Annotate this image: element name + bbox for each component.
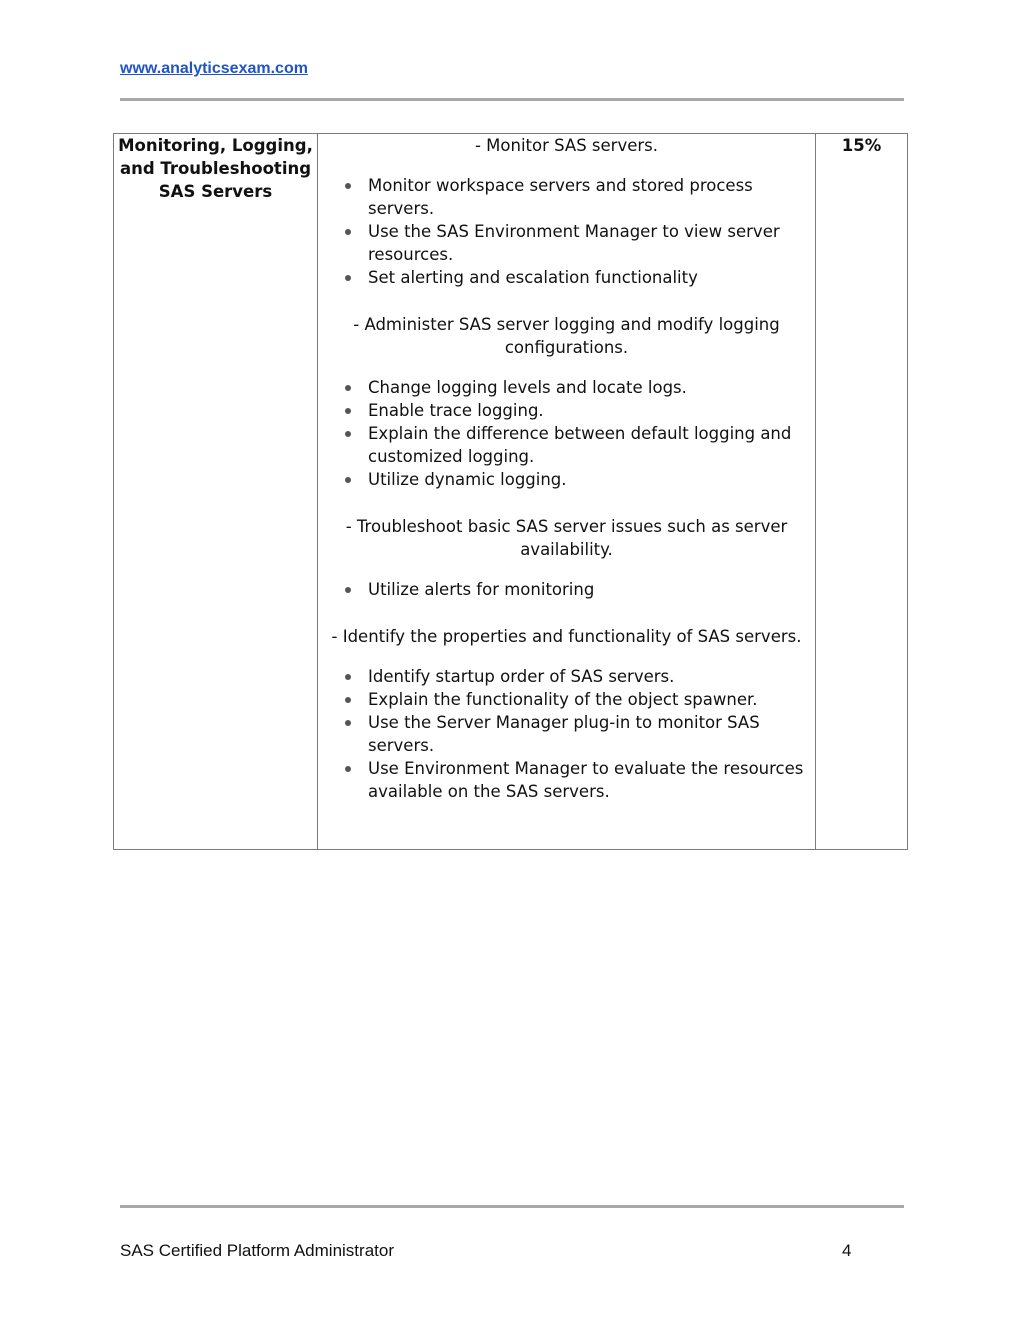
objective-list: [318, 174, 815, 289]
objectives-cell: [318, 134, 816, 850]
section-title: - Troubleshoot basic SAS server issues such as server availability.: [345, 517, 788, 559]
website-link[interactable]: www.analyticsexam.com: [120, 60, 308, 77]
page-number: 4: [842, 1241, 852, 1260]
table-row: [114, 134, 908, 850]
list-item: Monitor workspace servers and stored process servers.: [368, 174, 815, 220]
list-item: Set alerting and escalation functionality: [368, 266, 815, 289]
objective-section: [318, 313, 815, 491]
list-item: Explain the functionality of the object spawner.: [368, 688, 815, 711]
list-item: Utilize alerts for monitoring: [368, 578, 815, 601]
objective-section: [318, 515, 815, 601]
list-item: Utilize dynamic logging.: [368, 468, 815, 491]
objective-list: [318, 376, 815, 491]
section-title: - Monitor SAS servers.: [474, 136, 659, 155]
list-item: Use the SAS Environment Manager to view server resources.: [368, 220, 815, 266]
header-divider: [120, 98, 904, 101]
list-item: Use Environment Manager to evaluate the resources available on the SAS servers.: [368, 757, 815, 803]
list-item: Use the Server Manager plug-in to monitor SAS servers.: [368, 711, 815, 757]
domain-title: Monitoring, Logging, and Troubleshooting SAS Servers: [118, 136, 313, 201]
footer-title: SAS Certified Platform Administrator: [120, 1241, 394, 1260]
list-item: Identify startup order of SAS servers.: [368, 665, 815, 688]
objective-list: [318, 665, 815, 803]
list-item: Explain the difference between default logging and customized logging.: [368, 422, 815, 468]
section-title: - Administer SAS server logging and modify logging configurations.: [353, 315, 780, 357]
weight-percentage: 15%: [841, 136, 882, 155]
list-item: Enable trace logging.: [368, 399, 815, 422]
objective-section: [318, 625, 815, 803]
section-title: - Identify the properties and functionality of SAS servers.: [331, 627, 802, 646]
objectives-table: [113, 133, 908, 850]
footer-divider: [120, 1205, 904, 1208]
objective-list: [318, 578, 815, 601]
weight-cell: [816, 134, 908, 850]
list-item: Change logging levels and locate logs.: [368, 376, 815, 399]
domain-title-cell: [114, 134, 318, 850]
objective-section: [318, 134, 815, 289]
